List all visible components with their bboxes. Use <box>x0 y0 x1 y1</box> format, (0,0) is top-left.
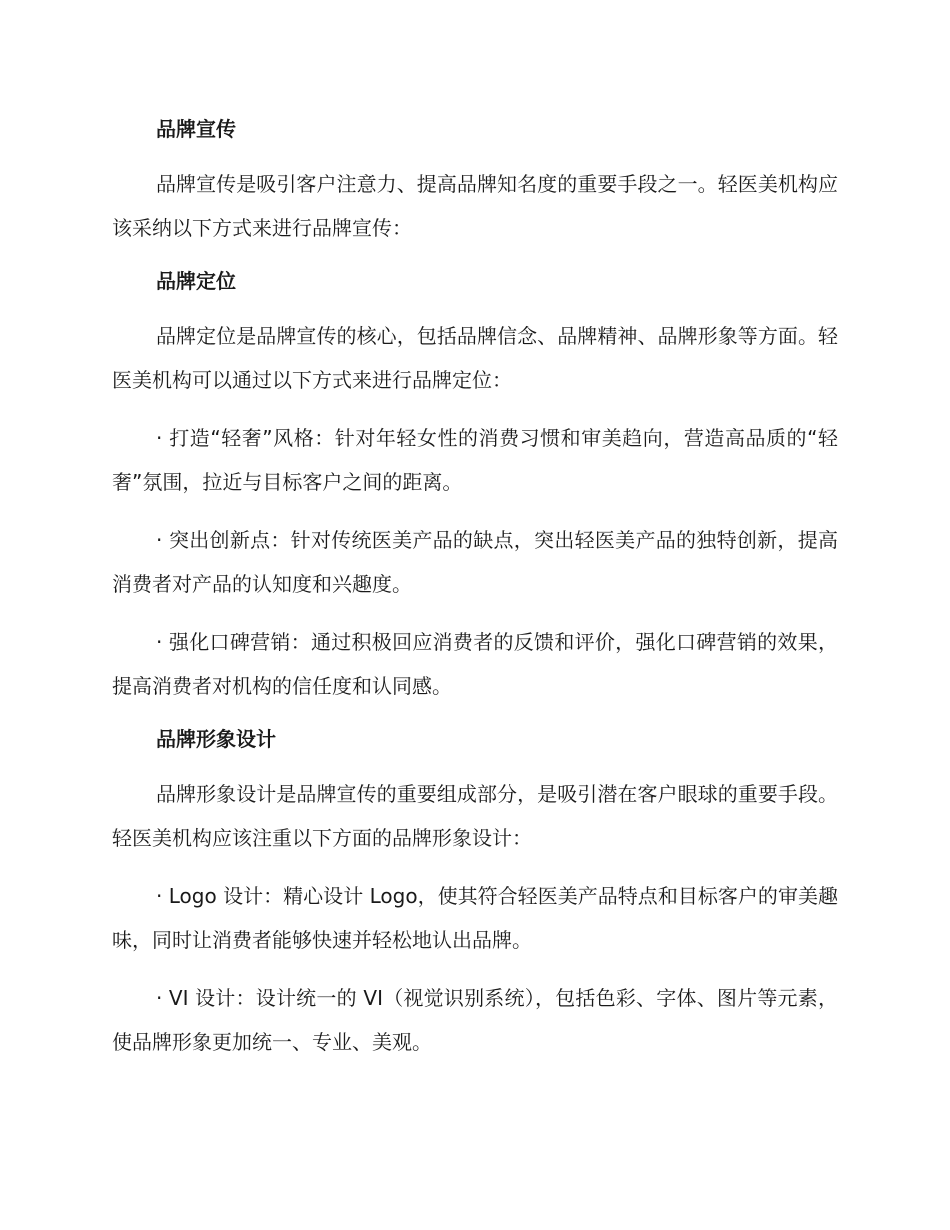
section-heading-brand-image-design: 品牌形象设计 <box>156 727 276 751</box>
bullet-vi-design: · VI 设计：设计统一的 VI（视觉识别系统），包括色彩、字体、图片等元素，使品牌形象更加统一、专业、美观。 <box>112 986 838 1054</box>
bullet-innovation-highlight: · 突出创新点：针对传统医美产品的缺点，突出轻医美产品的独特创新，提高消费者对产品的认知度和兴趣度。 <box>112 528 838 596</box>
paragraph-brand-positioning-intro: 品牌定位是品牌宣传的核心，包括品牌信念、品牌精神、品牌形象等方面。轻医美机构可以通过以下方式来进行品牌定位： <box>112 324 838 392</box>
bullet-light-luxury-style: · 打造“轻奢”风格：针对年轻女性的消费习惯和审美趋向，营造高品质的“轻奢”氛围，拉近与目标客户之间的距离。 <box>112 426 838 494</box>
bullet-logo-design: · Logo 设计：精心设计 Logo，使其符合轻医美产品特点和目标客户的审美趣味，同时让消费者能够快速并轻松地认出品牌。 <box>112 884 838 952</box>
section-heading-brand-positioning: 品牌定位 <box>156 269 236 293</box>
paragraph-brand-image-intro: 品牌形象设计是品牌宣传的重要组成部分，是吸引潜在客户眼球的重要手段。轻医美机构应该注重以下方面的品牌形象设计： <box>112 782 838 850</box>
paragraph-brand-promotion-intro: 品牌宣传是吸引客户注意力、提高品牌知名度的重要手段之一。轻医美机构应该采纳以下方式来进行品牌宣传： <box>112 172 838 240</box>
section-heading-brand-promotion: 品牌宣传 <box>156 117 236 141</box>
bullet-word-of-mouth: · 强化口碑营销：通过积极回应消费者的反馈和评价，强化口碑营销的效果，提高消费者对机构的信任度和认同感。 <box>112 630 838 698</box>
